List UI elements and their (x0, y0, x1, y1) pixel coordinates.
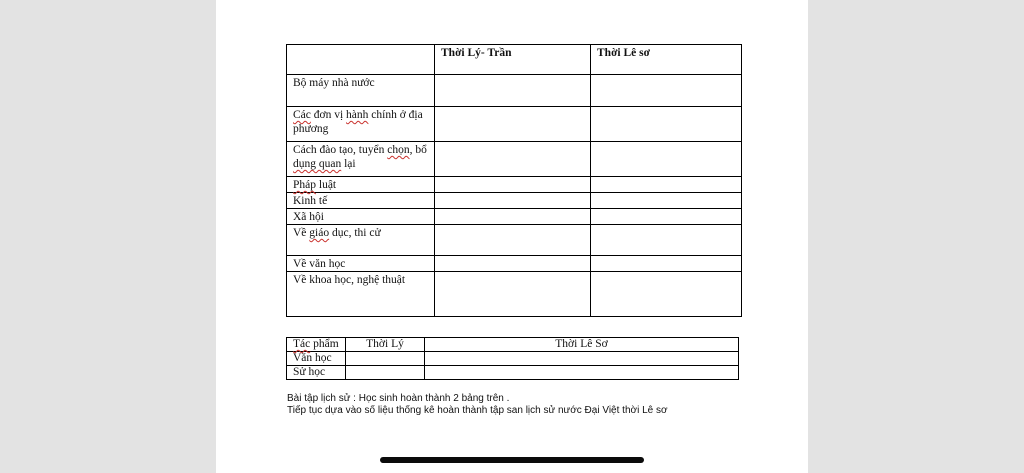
table-cell (435, 75, 591, 107)
table-cell (591, 256, 742, 272)
row-label-don-vi-hanh-chinh: Các đơn vị hành chính ở địa phương (287, 107, 435, 142)
row-label-kinh-te: Kinh tế (287, 193, 435, 209)
row-label-van-hoc: Văn học (287, 352, 346, 366)
works-table (286, 337, 739, 380)
table-cell (591, 272, 742, 317)
table-cell (591, 177, 742, 193)
table-cell (346, 352, 425, 366)
header-tac-pham: Tác phẩm (287, 338, 346, 352)
document-page (216, 0, 808, 473)
table-row (287, 352, 739, 366)
table-row (287, 177, 742, 193)
row-label-dao-tao-quan-lai: Cách đào tạo, tuyển chọn, bổ dụng quan lại (287, 142, 435, 177)
assignment-note-line-2: Tiếp tục dựa vào số liệu thống kê hoàn thành tập san lịch sử nước Đại Việt thời Lê sơ (287, 405, 668, 416)
table-row (287, 107, 742, 142)
table-cell (435, 177, 591, 193)
header-thoi-le-so: Thời Lê Sơ (425, 338, 739, 352)
table-row (287, 256, 742, 272)
comparison-table-ly-tran-le-so (286, 44, 742, 317)
table-header-row (287, 338, 739, 352)
table-cell (591, 225, 742, 256)
row-label-van-hoc: Về văn học (287, 256, 435, 272)
table-row (287, 366, 739, 380)
table-cell (435, 142, 591, 177)
table-cell (591, 209, 742, 225)
table-row (287, 75, 742, 107)
table-cell (591, 107, 742, 142)
assignment-note-line-1: Bài tập lịch sử : Học sinh hoàn thành 2 bảng trên . (287, 393, 510, 404)
table-cell (591, 193, 742, 209)
row-label-khoa-hoc-nghe-thuat: Về khoa học, nghệ thuật (287, 272, 435, 317)
header-empty-cell (287, 45, 435, 75)
table-cell (435, 193, 591, 209)
header-thoi-ly: Thời Lý (346, 338, 425, 352)
header-le-so: Thời Lê sơ (591, 45, 742, 75)
table-row (287, 209, 742, 225)
table-cell (435, 209, 591, 225)
table-cell (346, 366, 425, 380)
row-label-xa-hoi: Xã hội (287, 209, 435, 225)
table-row (287, 142, 742, 177)
row-label-giao-duc-thi-cu: Về giáo dục, thi cử (287, 225, 435, 256)
header-ly-tran: Thời Lý- Trần (435, 45, 591, 75)
table-cell (591, 142, 742, 177)
row-label-su-hoc: Sử học (287, 366, 346, 380)
table-header-row (287, 45, 742, 75)
table-row (287, 272, 742, 317)
table-row (287, 225, 742, 256)
table-cell (435, 225, 591, 256)
table-cell (591, 75, 742, 107)
table-cell (425, 352, 739, 366)
row-label-bo-may-nha-nuoc: Bộ máy nhà nước (287, 75, 435, 107)
home-indicator-bar[interactable] (380, 457, 644, 463)
table-cell (435, 272, 591, 317)
row-label-phap-luat: Pháp luật (287, 177, 435, 193)
table-row (287, 193, 742, 209)
table-cell (435, 107, 591, 142)
table-cell (435, 256, 591, 272)
table-cell (425, 366, 739, 380)
